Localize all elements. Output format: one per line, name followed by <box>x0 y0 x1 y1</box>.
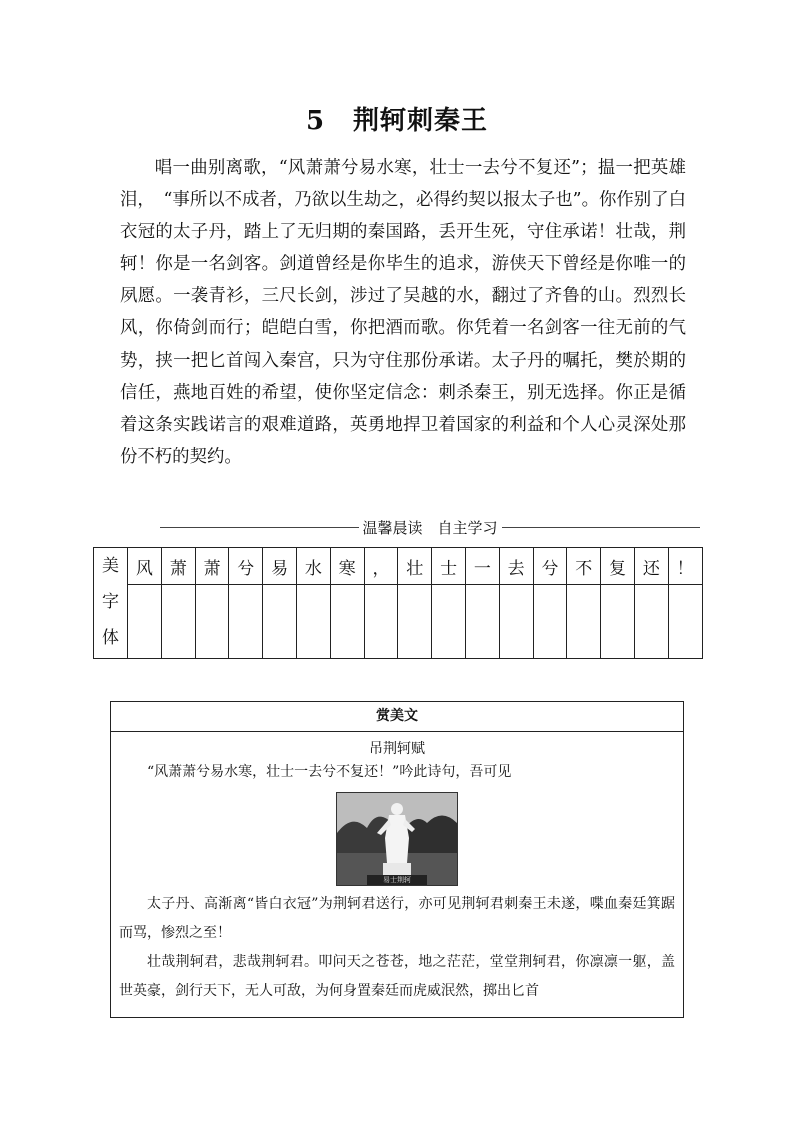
statue-illustration <box>337 793 457 885</box>
practice-cell[interactable] <box>161 585 195 659</box>
practice-cell[interactable] <box>634 585 668 659</box>
practice-cell[interactable] <box>465 585 499 659</box>
practice-cell[interactable] <box>330 585 364 659</box>
model-character: 壮 <box>398 548 432 585</box>
side-label-char: 美 <box>102 556 119 576</box>
model-character: 萧 <box>161 548 195 585</box>
side-label-char: 体 <box>102 628 119 648</box>
side-label-char: 字 <box>102 592 119 612</box>
model-character: 士 <box>432 548 466 585</box>
appreciation-box <box>110 701 684 1018</box>
model-character: 易 <box>263 548 297 585</box>
model-character: 还 <box>634 548 668 585</box>
practice-cell[interactable] <box>533 585 567 659</box>
practice-cell[interactable] <box>499 585 533 659</box>
practice-cell[interactable] <box>668 585 702 659</box>
model-character: ！ <box>668 548 702 585</box>
practice-cell[interactable] <box>128 585 162 659</box>
essay-paragraph-3: 壮哉荆轲君，悲哉荆轲君。叩问天之苍苍，地之茫茫，堂堂荆轲君，你凛凛一躯，盖世英豪，剑行天下，无人可敌，为何身置秦廷而虎威泯然，掷出匕首 <box>119 954 675 999</box>
model-character: ， <box>364 548 398 585</box>
section-divider-label: 温馨晨读 自主学习 <box>362 518 498 537</box>
intro-paragraph: 唱一曲别离歌，“风萧萧兮易水寒，壮士一去兮不复还”；揾一把英雄泪， “事所以不成者，乃欲以生劫之，必得约契以报太子也”。你作别了白衣冠的太子丹，踏上了无归期的秦国路，丢开生死，守住承诺！壮哉，荆轲！你是一名剑客。剑道曾经是你毕生的追求，游侠天下曾经是你唯一的夙愿。一袭青衫，三尺长剑，涉过了吴越的水，翻过了齐鲁的山。烈烈长风，你倚剑而行；皑皑白雪，你把酒而歌。你凭着一名剑客一往无前的气势，挟一把匕首闯入秦宫，只为守住那份承诺。太子丹的嘱托，樊於期的信任，燕地百姓的希望，使你坚定信念：刺杀秦王，别无选择。你正是循着这条实践诺言的艰难道路，英勇地捍卫着国家的利益和个人心灵深处那份不朽的契约。 <box>120 158 686 467</box>
essay-body <box>111 758 683 1006</box>
model-character: 一 <box>465 548 499 585</box>
practice-cell[interactable] <box>263 585 297 659</box>
essay-paragraph-1: “风萧萧兮易水寒，壮士一去兮不复还！”吟此诗句，吾可见 <box>147 764 512 780</box>
appreciation-header: 赏美文 <box>111 702 683 732</box>
practice-cell[interactable] <box>195 585 229 659</box>
model-character: 风 <box>128 548 162 585</box>
model-character: 去 <box>499 548 533 585</box>
model-character: 寒 <box>330 548 364 585</box>
copy-table-side-label <box>94 548 128 659</box>
photo-caption: 易士荆轲 <box>383 876 411 884</box>
model-character: 兮 <box>533 548 567 585</box>
model-character: 水 <box>296 548 330 585</box>
section-divider <box>160 516 700 538</box>
lesson-number: 5 <box>305 106 326 136</box>
lesson-title-text: 荆轲刺秦王 <box>353 106 489 136</box>
model-character: 兮 <box>229 548 263 585</box>
statue-photo <box>336 792 458 886</box>
practice-cell[interactable] <box>398 585 432 659</box>
calligraphy-copy-table <box>93 547 703 659</box>
practice-cell[interactable] <box>601 585 635 659</box>
essay-paragraph-2: 太子丹、高渐离“皆白衣冠”为荆轲君送行，亦可见荆轲君刺秦王未遂，喋血秦廷箕踞而骂，惨烈之至！ <box>119 896 675 941</box>
practice-cell[interactable] <box>296 585 330 659</box>
practice-cell[interactable] <box>567 585 601 659</box>
practice-cell[interactable] <box>364 585 398 659</box>
intro-section <box>120 152 686 473</box>
essay-title: 吊荆轲赋 <box>369 741 425 757</box>
model-character: 萧 <box>195 548 229 585</box>
lesson-title <box>0 100 794 137</box>
divider-line-right <box>502 527 701 528</box>
divider-line-left <box>160 527 359 528</box>
practice-cell[interactable] <box>432 585 466 659</box>
copy-table-row-practice <box>94 585 703 659</box>
model-character: 不 <box>567 548 601 585</box>
model-character: 复 <box>601 548 635 585</box>
practice-cell[interactable] <box>229 585 263 659</box>
copy-table-row-characters <box>94 548 703 585</box>
